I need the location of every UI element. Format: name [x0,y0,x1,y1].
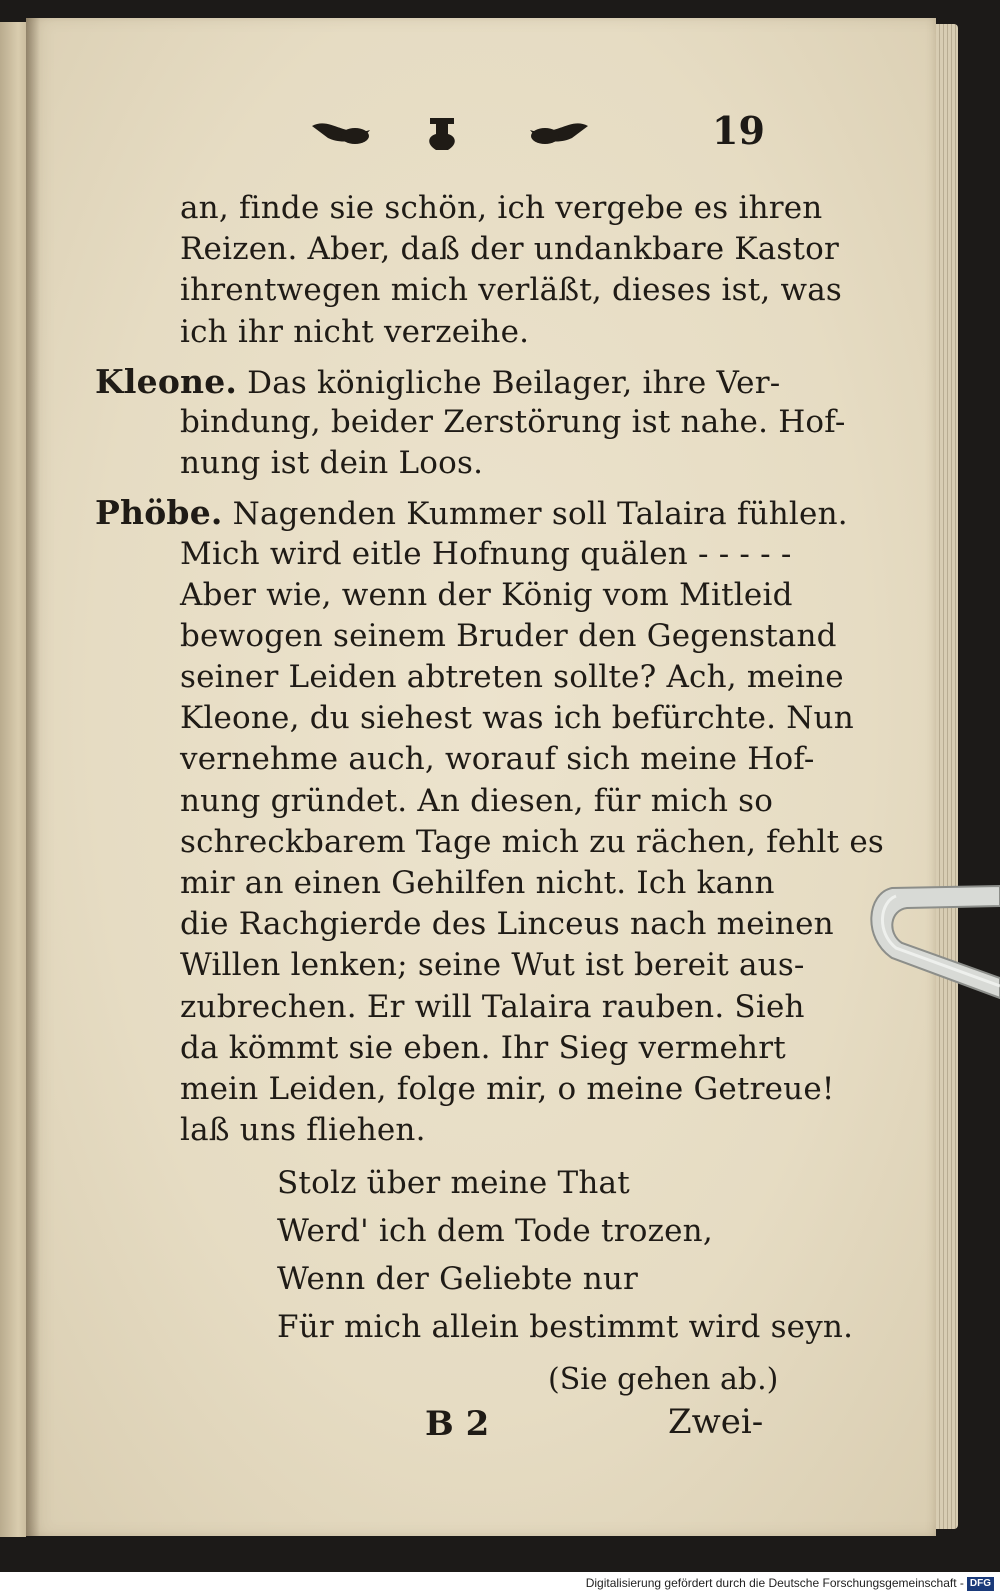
line-text: Mich wird eitle Hofnung quälen - - - - - [180,535,792,572]
text-line [95,534,835,575]
line-text: nung ist dein Loos. [180,445,484,482]
text-line [95,1069,835,1110]
digitization-footer [0,1572,1000,1595]
body-text [95,188,885,1355]
dfg-badge: DFG [967,1577,994,1591]
line-text: Kleone, du siehest was ich befürchte. Nun [180,700,854,737]
line-text: an, finde sie schön, ich vergebe es ihren [180,190,823,226]
verse-line: Werd' ich dem Tode trozen, [277,1213,713,1250]
text-line [95,575,835,616]
line-text: ich ihr nicht verzeihe. [180,313,530,350]
line-text: mein Leiden, folge mir, o meine Getreue! [180,1070,835,1107]
text-line [95,945,835,986]
stage-direction: (Sie gehen ab.) [548,1362,779,1397]
line-text: die Rachgierde des Linceus nach meinen [180,906,834,943]
text-line [95,739,835,780]
line-text: laß uns fliehen. [180,1112,426,1149]
page-number: 19 [712,108,765,153]
text-line [95,443,835,484]
text-line [95,492,848,533]
text-line [95,361,835,402]
speaker-name: Phöbe. [95,493,223,533]
text-line [95,402,846,443]
spine-shadow [26,18,40,1536]
line-text: Reizen. Aber, daß der undankbare Kastor [180,231,840,268]
line-text: bindung, beider Zerstörung ist nahe. Hof- [180,403,846,440]
verse-line: Wenn der Geliebte nur [277,1261,639,1298]
center-urn-ornament [429,118,455,150]
line-text: ihrentwegen mich verläßt, dieses ist, was [180,272,843,309]
text-line [95,188,835,229]
verse-line: Stolz über meine That [277,1165,630,1202]
signature-mark: B 2 [425,1404,490,1444]
line-text: Das königliche Beilager, ihre Ver- [237,364,781,401]
verse-line: Für mich allein bestimmt wird seyn. [277,1309,854,1346]
line-text: da kömmt sie eben. Ihr Sieg vermehrt [180,1029,786,1066]
catchword: Zwei- [668,1402,764,1442]
line-text: vernehme auch, worauf sich meine Hof- [180,741,815,778]
line-text: zubrechen. Er will Talaira rauben. Sieh [180,988,805,1025]
text-line [95,904,835,945]
text-line [95,616,835,657]
text-line [95,657,844,698]
line-text: nung gründet. An diesen, für mich so [180,782,774,819]
speaker-name: Kleone. [95,361,238,401]
text-line [95,229,840,270]
line-text: bewogen seinem Bruder den Gegenstand [180,617,837,654]
text-line [95,822,885,863]
line-text: mir an einen Gehilfen nicht. Ich kann [180,865,775,901]
header-ornament [300,108,600,158]
text-line [95,987,835,1028]
text-line [95,312,835,353]
text-line [95,270,843,311]
text-line [95,1028,835,1069]
line-text: Nagenden Kummer soll Talaira fühlen. [222,496,848,533]
line-text: Aber wie, wenn der König vom Mitleid [180,576,793,613]
previous-page-edge [0,22,26,1537]
footer-text: Digitalisierung gefördert durch die Deutsche Forschungsgemeinschaft - [585,1576,964,1590]
text-line [95,1110,835,1151]
line-text: schreckbarem Tage mich zu rächen, fehlt es [180,823,885,860]
line-text: Willen lenken; seine Wut ist bereit aus- [180,947,805,984]
text-line [95,698,854,739]
line-text: seiner Leiden abtreten sollte? Ach, meine [180,659,844,696]
page-clip [862,868,1000,1008]
text-line [95,863,835,904]
text-line [95,781,835,822]
